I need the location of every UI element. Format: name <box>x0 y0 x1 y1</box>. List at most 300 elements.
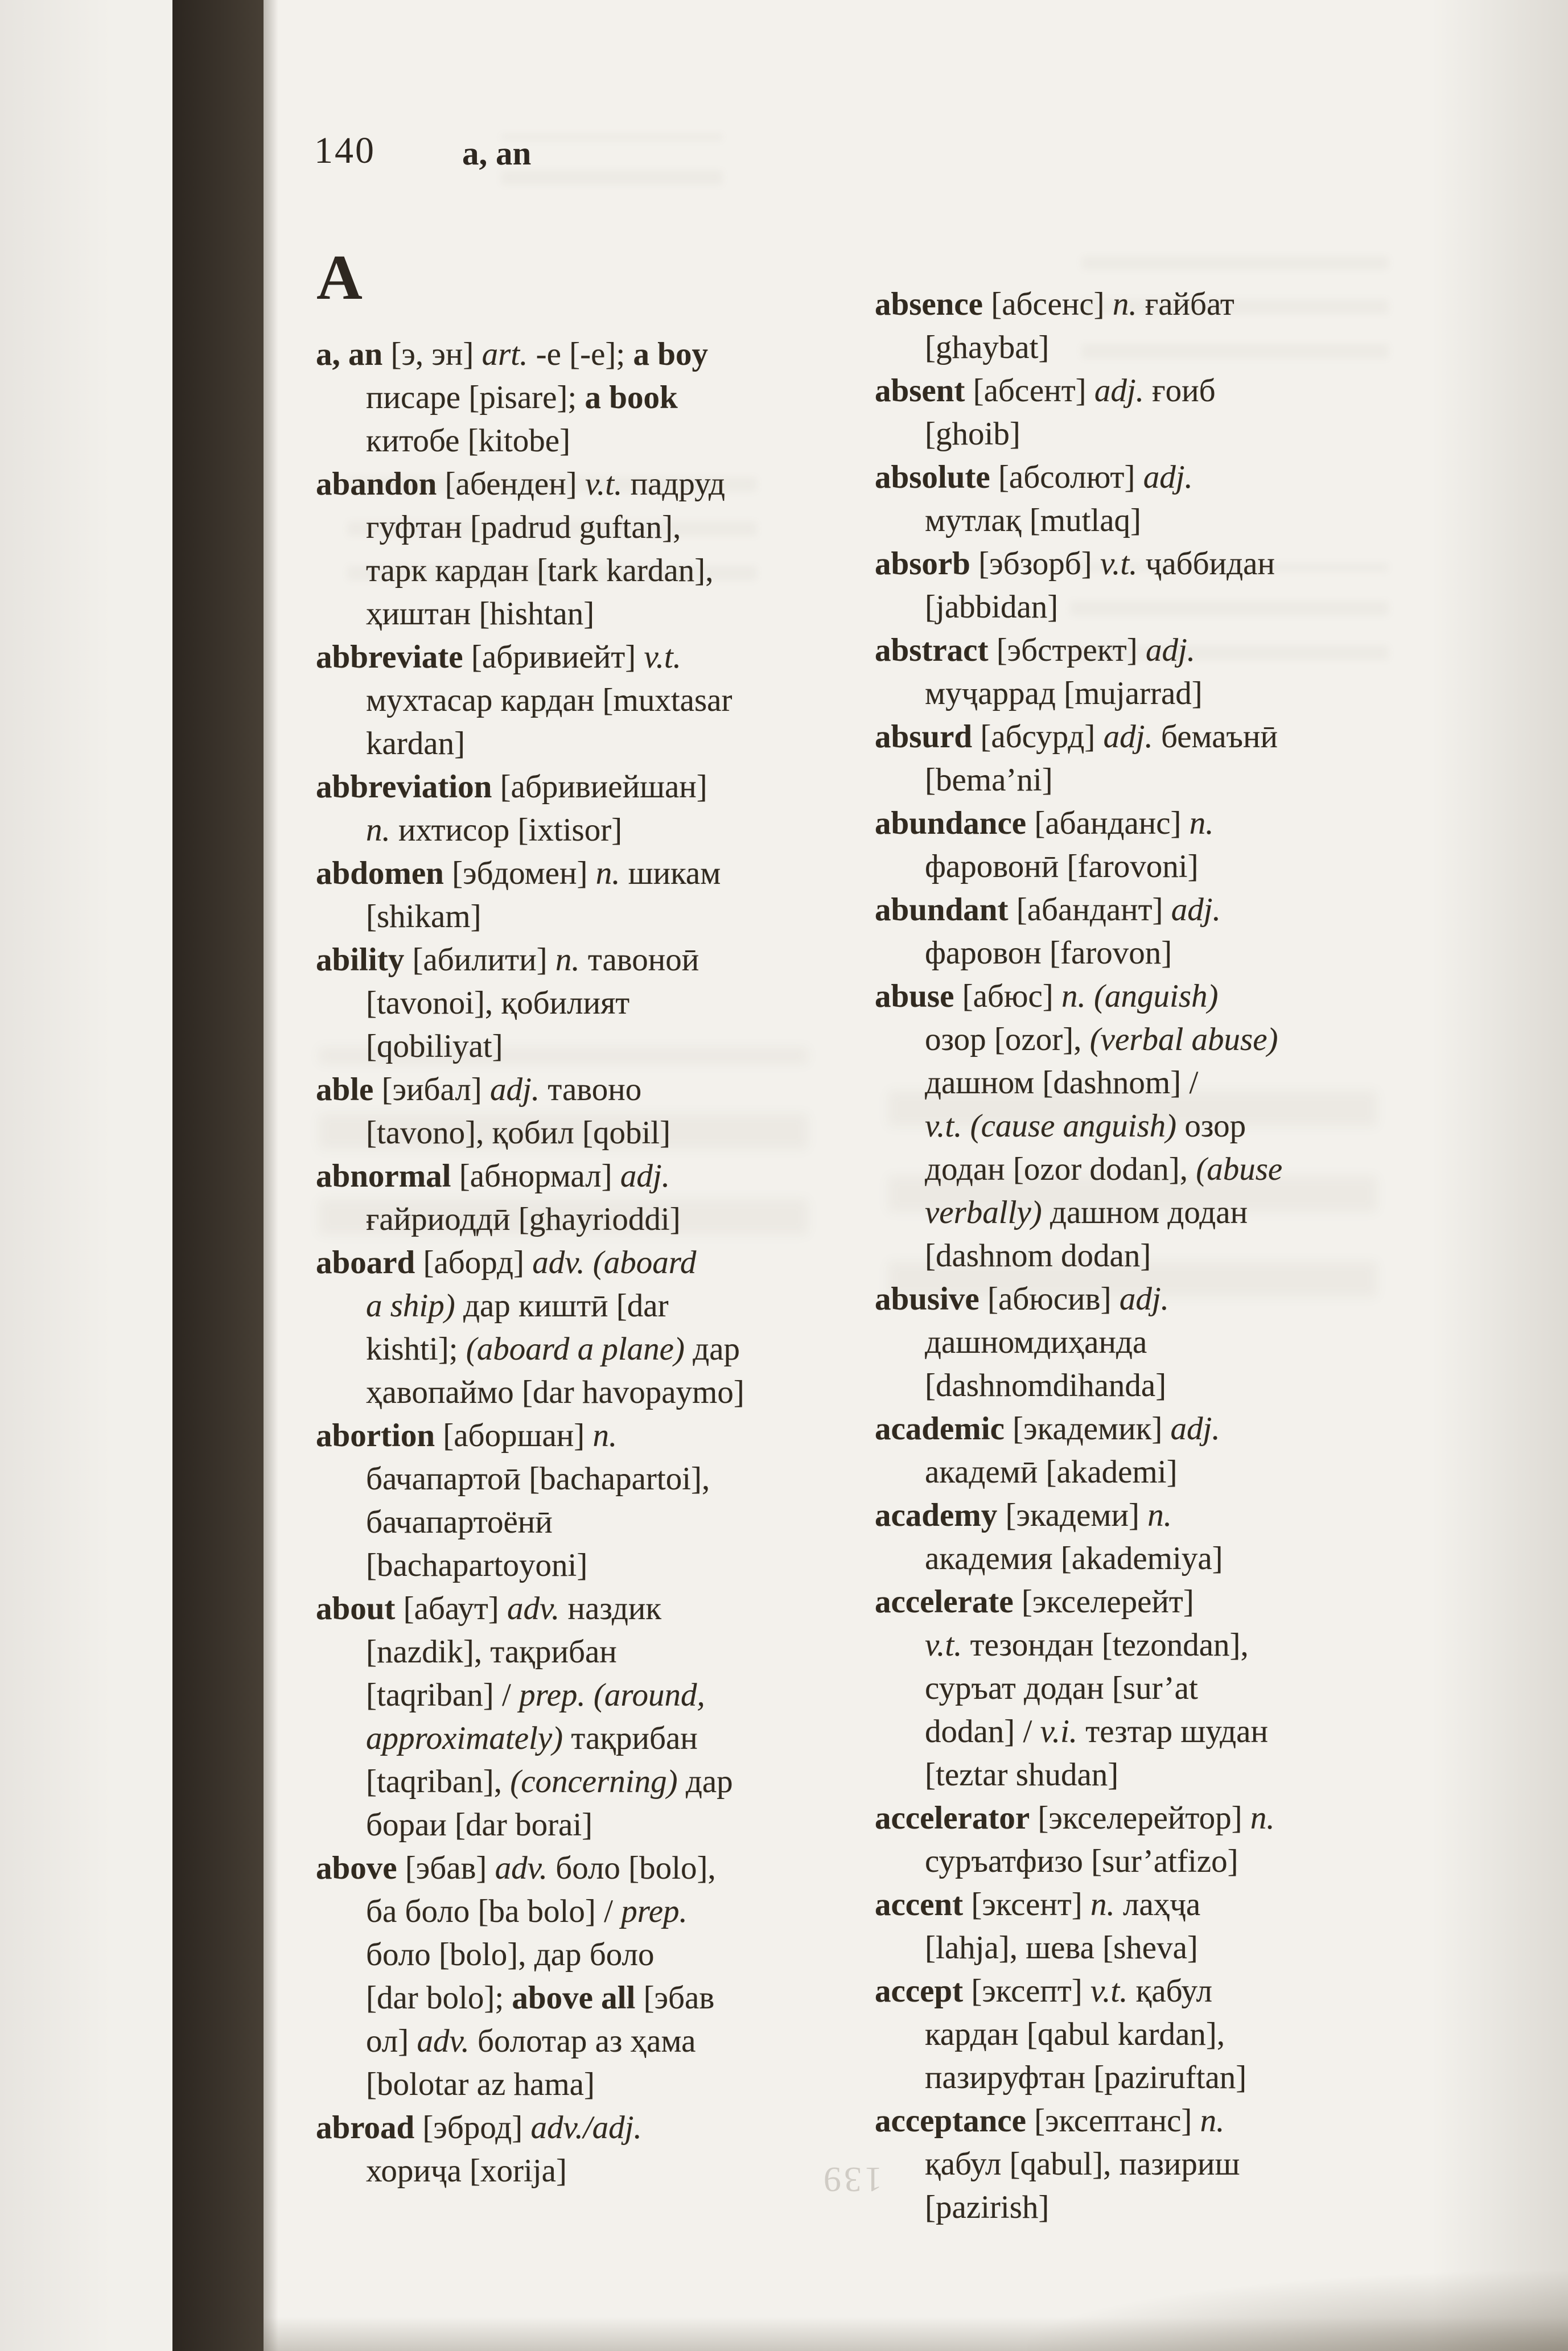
entry-text: озор <box>1176 1108 1246 1144</box>
entry-text: қабул <box>1127 1973 1212 2009</box>
grammar-label: adj. <box>1119 1281 1169 1317</box>
entry-line <box>316 2020 851 2063</box>
entry-line <box>316 1501 851 1544</box>
page-corner-shadow <box>1027 2271 1568 2351</box>
grammar-label: adj. <box>1103 719 1153 755</box>
entry-text: [эбав] <box>397 1850 495 1886</box>
entry-text: [эибал] <box>373 1072 491 1107</box>
entry-text: фаровон [farovon] <box>925 935 1172 971</box>
dictionary-entry <box>316 852 851 938</box>
grammar-label: adj. <box>490 1072 540 1107</box>
entry-line <box>875 1883 1438 1926</box>
dictionary-entry <box>875 369 1438 456</box>
grammar-label: n. <box>1147 1497 1172 1533</box>
entry-line <box>875 1148 1438 1191</box>
headword: above all <box>512 1980 636 2016</box>
entry-text: тавоно <box>540 1072 642 1107</box>
entry-line <box>316 1544 851 1587</box>
grammar-label: v.t. <box>925 1627 962 1663</box>
entry-line <box>316 2150 851 2193</box>
dictionary-entry <box>316 2106 851 2193</box>
entry-text: [taqriban] / <box>366 1677 520 1713</box>
headword: abbreviate <box>316 639 463 675</box>
dictionary-entry <box>875 715 1438 802</box>
entry-text: суръатфизо [sur’atfizo] <box>925 1843 1238 1879</box>
headword: abundance <box>875 805 1027 841</box>
dictionary-entry <box>316 333 851 463</box>
running-head-keyword: a, an <box>462 134 532 172</box>
entry-line <box>316 419 851 463</box>
entry-text: [bolotar az hama] <box>366 2066 595 2102</box>
entry-text: [абилити] <box>404 942 555 978</box>
entry-text: ҳавопаймо [dar havopaymo] <box>366 1374 744 1410</box>
entry-line <box>316 1457 851 1501</box>
dictionary-entry <box>875 1407 1438 1494</box>
grammar-label: n. <box>595 855 620 891</box>
headword: ability <box>316 942 405 978</box>
entry-text: хориҷа [xorija] <box>366 2153 567 2189</box>
headword: about <box>316 1591 396 1627</box>
grammar-label: verbally) <box>925 1195 1042 1230</box>
entry-text: ба боло [ba bolo] / <box>366 1893 622 1929</box>
entry-text: kardan] <box>366 726 466 761</box>
entry-text: ғайбат <box>1137 286 1234 322</box>
entry-line <box>316 1241 851 1284</box>
entry-text: [эброд] <box>414 2110 531 2146</box>
entry-line <box>316 1717 851 1760</box>
entry-line <box>875 888 1438 932</box>
entry-line <box>316 1587 851 1631</box>
entry-text: [teztar shudan] <box>925 1757 1119 1793</box>
grammar-label: (abuse <box>1196 1151 1283 1187</box>
entry-line <box>875 326 1438 369</box>
entry-text: [pazirish] <box>925 2189 1050 2225</box>
spine-shadow <box>264 0 278 2351</box>
entry-text: [dar bolo]; <box>366 1980 512 2016</box>
dictionary-entry <box>316 1847 851 2106</box>
page-number: 140 <box>314 130 376 171</box>
entry-line <box>316 1328 851 1371</box>
entry-line <box>316 376 851 419</box>
entry-line <box>875 629 1438 672</box>
entry-text: [эбав <box>635 1980 715 2016</box>
entry-line <box>316 2106 851 2150</box>
headword: accent <box>875 1887 964 1922</box>
headword: abandon <box>316 466 437 502</box>
grammar-label: adj. <box>1170 1411 1220 1447</box>
entry-line <box>316 1025 851 1068</box>
entry-line <box>875 759 1438 802</box>
entry-line <box>316 809 851 852</box>
headword: aboard <box>316 1245 415 1281</box>
grammar-label: art. <box>481 336 528 372</box>
entry-text: бораи [dar borai] <box>366 1807 593 1843</box>
dictionary-entry <box>875 888 1438 975</box>
entry-line <box>875 1537 1438 1580</box>
entry-line <box>875 1407 1438 1451</box>
entry-text: боло [bolo], дар боло <box>366 1937 655 1973</box>
grammar-label: (verbal abuse) <box>1089 1022 1278 1057</box>
entry-line <box>875 715 1438 759</box>
dictionary-entry <box>875 1580 1438 1797</box>
dictionary-entry <box>316 765 851 852</box>
bleed-through-smudge <box>501 134 723 185</box>
page-right-shadow <box>1431 0 1568 2351</box>
entry-line <box>316 679 851 722</box>
dictionary-entry <box>875 542 1438 629</box>
entry-text: [э, эн] <box>382 336 482 372</box>
entry-text: мухтасар кардан [muxtasar <box>366 682 732 718</box>
grammar-label: adv. <box>507 1591 560 1627</box>
entry-text: додан [ozor dodan], <box>925 1151 1196 1187</box>
entry-text: академия [akademiya] <box>925 1541 1223 1576</box>
entry-text: [qobiliyat] <box>366 1028 503 1064</box>
dictionary-entry <box>316 1155 851 1241</box>
entry-text: пазируфтан [paziruftan] <box>925 2060 1247 2095</box>
entry-text: наздик <box>559 1591 662 1627</box>
entry-text: тақрибан <box>563 1720 698 1756</box>
entry-text: [экселерейтор] <box>1030 1800 1250 1836</box>
entry-line <box>875 456 1438 499</box>
grammar-label: adj. <box>1094 373 1144 409</box>
entry-line <box>316 1371 851 1414</box>
headword: acceptance <box>875 2103 1026 2139</box>
entry-line <box>875 1624 1438 1667</box>
headword: abdomen <box>316 855 444 891</box>
entry-line <box>316 1977 851 2020</box>
entry-text: шикам <box>620 855 721 891</box>
entry-text: [абнормал] <box>451 1158 620 1194</box>
headword: abnormal <box>316 1158 451 1194</box>
entry-line <box>875 1926 1438 1970</box>
entry-text: [bema’ni] <box>925 762 1053 798</box>
entry-text: -e [-e]; <box>528 336 633 372</box>
entry-line <box>875 2186 1438 2229</box>
entry-line <box>875 2056 1438 2099</box>
entry-line <box>875 1840 1438 1883</box>
entry-line <box>875 499 1438 542</box>
entry-text: ғоиб <box>1143 373 1216 409</box>
entry-text: тезтар шудан <box>1077 1714 1268 1749</box>
entry-text: фаровонӣ [farovoni] <box>925 849 1199 884</box>
entry-line <box>875 802 1438 845</box>
headword: abundant <box>875 892 1009 928</box>
dictionary-entry <box>316 1241 851 1414</box>
entry-line <box>316 722 851 765</box>
grammar-label: (concerning) <box>510 1764 678 1800</box>
grammar-label: v.t. (cause anguish) <box>925 1108 1177 1144</box>
grammar-label: adv./adj. <box>530 2110 642 2146</box>
entry-text: дар <box>684 1331 740 1367</box>
dictionary-entry <box>875 1797 1438 1883</box>
headword: above <box>316 1850 397 1886</box>
entry-text: [bachapartoyoni] <box>366 1547 588 1583</box>
book-spine-band <box>172 0 264 2351</box>
entry-text: ол] <box>366 2023 417 2059</box>
entry-text: [tavono], қобил [qobil] <box>366 1115 671 1151</box>
headword: a boy <box>633 336 708 372</box>
entry-line <box>316 1890 851 1933</box>
grammar-label: n. <box>555 942 580 978</box>
entry-line <box>316 2063 851 2106</box>
entry-line <box>316 1933 851 1977</box>
grammar-label: approximately) <box>366 1720 563 1756</box>
entry-line <box>875 413 1438 456</box>
bleed-through-page-number: 139 <box>821 2160 882 2198</box>
grammar-label: n. <box>1200 2103 1225 2139</box>
entry-text: [dashnomdihanda] <box>925 1368 1167 1403</box>
entry-text: [экадемик] <box>1004 1411 1171 1447</box>
entry-text: [абсурд] <box>972 719 1104 755</box>
entry-text: [ghoib] <box>925 416 1020 452</box>
entry-text: [абюс] <box>954 978 1062 1014</box>
entry-line <box>875 1494 1438 1537</box>
entry-text: писаре [pisare]; <box>366 380 585 415</box>
entry-text: [taqriban], <box>366 1764 511 1800</box>
dictionary-entry <box>316 938 851 1068</box>
dictionary-entry <box>875 1970 1438 2099</box>
entry-line <box>316 1155 851 1198</box>
headword: abusive <box>875 1281 980 1317</box>
headword: abuse <box>875 978 954 1014</box>
entry-line <box>875 586 1438 629</box>
entry-line <box>875 1234 1438 1278</box>
dictionary-entry <box>875 1278 1438 1407</box>
entry-text: бемаънӣ <box>1153 719 1278 755</box>
entry-line <box>316 1111 851 1155</box>
entry-text: дашномдиҳанда <box>925 1324 1147 1360</box>
entry-line <box>875 1278 1438 1321</box>
entry-line <box>875 1061 1438 1105</box>
entry-text: ҷаббидан <box>1137 546 1275 582</box>
dictionary-entry <box>316 463 851 636</box>
grammar-label: adv. <box>495 1850 548 1886</box>
dictionary-entry <box>316 1068 851 1155</box>
entry-line <box>875 932 1438 975</box>
dictionary-entry <box>875 2099 1438 2229</box>
entry-text: гуфтан [padrud guftan], <box>366 509 681 545</box>
entry-text: [экадеми] <box>997 1497 1148 1533</box>
grammar-label: a ship) <box>366 1288 455 1324</box>
entry-line <box>875 1321 1438 1364</box>
entry-text: [эксепт] <box>963 1973 1091 2009</box>
entry-line <box>316 1760 851 1804</box>
entry-text: [абандант] <box>1008 892 1171 928</box>
entry-text: тарк кардан [tark kardan], <box>366 553 714 588</box>
entry-line <box>875 369 1438 413</box>
entry-text: [абюсив] <box>979 1281 1120 1317</box>
right-column <box>875 283 1438 2229</box>
grammar-label: (aboard a plane) <box>466 1331 685 1367</box>
entry-text: ҳиштан [hishtan] <box>366 596 595 632</box>
dictionary-entry <box>316 1587 851 1847</box>
entry-line <box>316 636 851 679</box>
entry-line <box>316 938 851 982</box>
grammar-label: v.t. <box>644 639 681 675</box>
headword: accept <box>875 1973 964 2009</box>
grammar-label: n. (anguish) <box>1061 978 1219 1014</box>
entry-text: [аборшан] <box>435 1418 593 1454</box>
dictionary-entry <box>875 456 1438 542</box>
grammar-label: n. <box>366 812 390 848</box>
entry-text: [экселерейт] <box>1013 1584 1194 1620</box>
entry-line <box>316 852 851 895</box>
entry-text: лаҳҷа <box>1114 1887 1201 1922</box>
entry-text: дар киштӣ [dar <box>455 1288 669 1324</box>
grammar-label: v.t. <box>1100 546 1138 582</box>
section-letter: A <box>316 242 363 313</box>
entry-line <box>316 1674 851 1717</box>
entry-line <box>875 1105 1438 1148</box>
grammar-label: v.t. <box>585 466 623 502</box>
entry-text: болотар аз ҳама <box>469 2023 696 2059</box>
grammar-label: adv. <box>417 2023 470 2059</box>
headword: a book <box>585 380 678 415</box>
entry-text: [jabbidan] <box>925 589 1059 625</box>
headword: abbreviation <box>316 769 492 805</box>
entry-line <box>875 1753 1438 1797</box>
entry-text: китобе [kitobe] <box>366 423 571 459</box>
entry-line <box>875 2143 1438 2186</box>
entry-line <box>875 1667 1438 1710</box>
entry-text: муҷаррад [mujarrad] <box>925 676 1203 711</box>
headword: abstract <box>875 632 989 668</box>
grammar-label: v.i. <box>1040 1714 1078 1749</box>
entry-line <box>875 1797 1438 1840</box>
entry-text: [абанданс] <box>1026 805 1190 841</box>
headword: absence <box>875 286 983 322</box>
entry-text: [абенден] <box>437 466 585 502</box>
headword: absurd <box>875 719 973 755</box>
headword: accelerator <box>875 1800 1030 1836</box>
entry-text: бачапартоёнӣ <box>366 1504 553 1540</box>
entry-text: [эбдомен] <box>443 855 596 891</box>
entry-text: [абсент] <box>965 373 1094 409</box>
entry-line <box>316 549 851 592</box>
entry-text: тавоноӣ <box>579 942 699 978</box>
entry-line <box>316 463 851 506</box>
entry-text: бачапартоӣ [bachapartoi], <box>366 1461 710 1497</box>
entry-text: [эбстрект] <box>988 632 1146 668</box>
headword: abortion <box>316 1418 435 1454</box>
entry-text: [абсенс] <box>982 286 1113 322</box>
grammar-label: adv. (aboard <box>532 1245 697 1281</box>
entry-text: дашном додан <box>1042 1195 1248 1230</box>
entry-text: боло [bolo], <box>547 1850 716 1886</box>
headword: accelerate <box>875 1584 1014 1620</box>
grammar-label: n. <box>1250 1800 1275 1836</box>
grammar-label: n. <box>592 1418 618 1454</box>
dictionary-entry <box>875 1883 1438 1970</box>
headword: academic <box>875 1411 1005 1447</box>
entry-line <box>875 1580 1438 1624</box>
entry-line <box>316 333 851 376</box>
entry-text: ихтисор [ixtisor] <box>390 812 623 848</box>
entry-text: [абривиейшан] <box>492 769 707 805</box>
entry-text: [эксептанс] <box>1026 2103 1200 2139</box>
grammar-label: adj. <box>1143 459 1193 495</box>
entry-line <box>316 592 851 636</box>
entry-line <box>316 506 851 549</box>
entry-text: [lahja], шева [sheva] <box>925 1930 1198 1966</box>
entry-text: [эбзорб] <box>970 546 1101 582</box>
entry-text: [dashnom dodan] <box>925 1238 1151 1274</box>
entry-line <box>316 1284 851 1328</box>
grammar-label: adj. <box>1171 892 1221 928</box>
headword: absorb <box>875 546 970 582</box>
entry-text: академӣ [akademi] <box>925 1454 1178 1490</box>
entry-line <box>875 2099 1438 2143</box>
entry-text: [аборд] <box>415 1245 533 1281</box>
entry-text: [эксент] <box>963 1887 1091 1922</box>
grammar-label: adj. <box>1145 632 1196 668</box>
headword: a, an <box>316 336 383 372</box>
page-left-margin <box>0 0 172 2351</box>
entry-line <box>875 845 1438 888</box>
entry-text: dodan] / <box>925 1714 1040 1749</box>
entry-text: озор [ozor], <box>925 1022 1090 1057</box>
entry-line <box>875 672 1438 715</box>
dictionary-entry <box>875 283 1438 369</box>
entry-text: [ghaybat] <box>925 330 1050 365</box>
grammar-label: adj. <box>620 1158 670 1194</box>
entry-line <box>875 1364 1438 1407</box>
entry-line <box>875 1451 1438 1494</box>
entry-line <box>875 1970 1438 2013</box>
grammar-label: v.t. <box>1090 1973 1128 2009</box>
entry-text: суръат додан [sur’at <box>925 1670 1198 1706</box>
entry-line <box>316 1414 851 1457</box>
headword: academy <box>875 1497 998 1533</box>
grammar-label: n. <box>1090 1887 1115 1922</box>
entry-text: [абсолют] <box>990 459 1143 495</box>
entry-text: [абривиейт] <box>463 639 644 675</box>
grammar-label: n. <box>1112 286 1137 322</box>
entry-line <box>875 542 1438 586</box>
entry-line <box>875 975 1438 1018</box>
left-column <box>316 333 851 2193</box>
entry-text: дар <box>677 1764 733 1800</box>
entry-line <box>875 1710 1438 1753</box>
entry-text: тезондан [tezondan], <box>962 1627 1249 1663</box>
dictionary-entry <box>875 975 1438 1278</box>
grammar-label: n. <box>1189 805 1214 841</box>
entry-line <box>316 1068 851 1111</box>
dictionary-entry <box>316 1414 851 1587</box>
entry-text: [shikam] <box>366 899 481 934</box>
entry-text: kishti]; <box>366 1331 466 1367</box>
dictionary-entry <box>316 636 851 765</box>
entry-line <box>316 1804 851 1847</box>
headword: absent <box>875 373 965 409</box>
entry-text: [tavonoi], қобилият <box>366 985 630 1021</box>
entry-text: [абаут] <box>395 1591 507 1627</box>
grammar-label: prep. <box>621 1893 688 1929</box>
entry-text: мутлақ [mutlaq] <box>925 503 1142 538</box>
entry-line <box>875 283 1438 326</box>
dictionary-entry <box>875 629 1438 715</box>
entry-line <box>316 1847 851 1890</box>
entry-text: ғайриоддӣ [ghayrioddi] <box>366 1201 681 1237</box>
entry-line <box>316 895 851 938</box>
headword: abroad <box>316 2110 415 2146</box>
entry-line <box>875 1018 1438 1061</box>
entry-text: дашном [dashnom] / <box>925 1065 1199 1101</box>
entry-line <box>316 765 851 809</box>
dictionary-entry <box>875 802 1438 888</box>
grammar-label: prep. (around, <box>519 1677 705 1713</box>
entry-line <box>875 1191 1438 1234</box>
